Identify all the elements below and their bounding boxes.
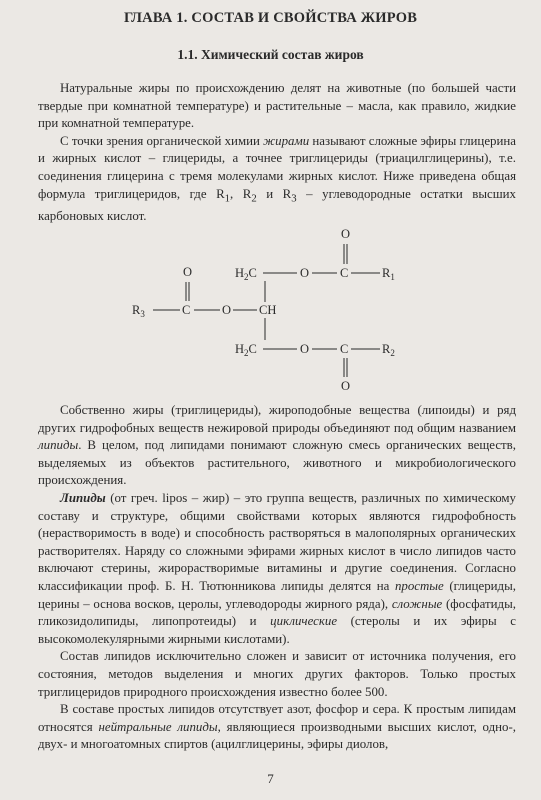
p4-text-f: (фосфатиды, гликозидолипиды, липопротеиды) и: [38, 596, 516, 629]
formula-c-mid: C: [182, 303, 191, 317]
p2-sub2: 2: [251, 192, 257, 205]
text-block-intro: [38, 80, 516, 225]
page-number: 7: [267, 771, 274, 786]
p3-term-lipids: липиды: [38, 438, 79, 453]
formula-r2: $R_2$: [382, 342, 395, 358]
formula-o-carbonyl-bottom: O: [341, 379, 351, 393]
formula-o-carbonyl-mid: O: [183, 265, 193, 279]
p2-sub3: 3: [291, 192, 297, 205]
formula-r1: $R_1$: [382, 266, 395, 282]
p2-sub1: 1: [224, 192, 231, 205]
p4-term-lipids: Липиды: [60, 490, 106, 505]
p4-term-complex: сложные: [391, 596, 443, 611]
formula-c-top: C: [340, 266, 349, 280]
p2-text-d: , R: [230, 186, 252, 201]
p4-text-d: (глицериды, церины – основа восков, церолы, углеводороды жирного ряда),: [38, 578, 516, 611]
p2-text-a: С точки зрения органической химии: [60, 133, 264, 148]
formula-c-bottom: C: [340, 342, 349, 356]
paragraph-4: [38, 490, 516, 648]
formula-ch: CH: [259, 303, 277, 317]
formula-o-mid: O: [222, 303, 232, 317]
section-title: 1.1. Химический состав жиров: [177, 47, 364, 62]
formula-o-bottom: O: [300, 342, 310, 356]
formula-o-top: O: [300, 266, 310, 280]
chapter-title: ГЛАВА 1. СОСТАВ И СВОЙСТВА ЖИРОВ: [123, 10, 418, 26]
p2-text-e: и R: [256, 186, 292, 201]
p6-term-neutral-lipids: нейтральные липиды: [98, 719, 218, 734]
p4-term-simple: простые: [394, 578, 444, 593]
p3-text-c: . В целом, под липидами понимают сложную смесь органических веществ, выделяемых из объектов растительного, животного и микробиологического происхождения.: [38, 438, 516, 488]
formula-o-carbonyl-top: O: [341, 227, 351, 241]
formula-h2c-bottom: $H_2C$: [235, 342, 257, 358]
p6-text-c: , являющиеся производными высших кислот, одно-, двух- и многоатомных спиртов (ацилглицерины, эфиры диолов,: [38, 719, 516, 752]
p4-term-cyclic: циклические: [270, 614, 338, 629]
formula-h2c-top: $H_2C$: [235, 266, 257, 282]
paragraph-6: [38, 701, 516, 754]
p3-text-a: Собственно жиры (триглицериды), жироподобные вещества (липоиды) и ряд других гидрофобных веществ нежировой природы объединяют под общим названием: [38, 403, 516, 435]
paragraph-3: [38, 402, 516, 490]
paragraph-1: Натуральные жиры по происхождению делят на животные (по большей части твердые при комнатной температуре) и растительные – масла, как правило, жидкие при комнатной температуре.: [38, 81, 516, 131]
formula-r3: $R_3$: [132, 303, 145, 319]
paragraph-5: Состав липидов исключительно сложен и зависит от источника получения, его состояния, методов выделения и многих других факторов. Только простых триглицеридов природного происхождения известно более 500.: [38, 649, 516, 699]
p2-text-f: – углеводородные остатки высших карбоновых кислот.: [38, 186, 517, 223]
paragraph-2: [38, 133, 516, 226]
p6-text-a: В составе простых липидов отсутствует азот, фосфор и сера. К простым липидам относятся: [38, 702, 516, 734]
p4-text-h: (стеролы и их эфиры с высокомолекулярными жирными кислотами).: [38, 614, 516, 646]
p2-text-c: называют сложные эфиры глицерина и жирных кислот – глицериды, а точнее триглицериды (триацилглицерины), т.е. соединения глицерина с тремя молекулами жирных кислот. Ниже приведена общая формула триглицеридов, где R: [38, 133, 517, 201]
p4-text-b: (от греч. lipos – жир) – это группа веществ, различных по химическому составу и структуре, общими свойствами которых являются гидрофобность (нерастворимость в воде) и способность растворяться в малополярных органических растворителях. Наряду со сложными эфирами жирных кислот в число липидов часто включают стерины, жирорастворимые витамины и другие соединения. Согласно классификации проф. Б. Н. Тютюнникова липиды делятся на: [38, 490, 516, 593]
text-block-lipids: [38, 402, 516, 754]
p2-term-fats: жирами: [263, 133, 310, 148]
triglyceride-formula: [120, 222, 420, 394]
